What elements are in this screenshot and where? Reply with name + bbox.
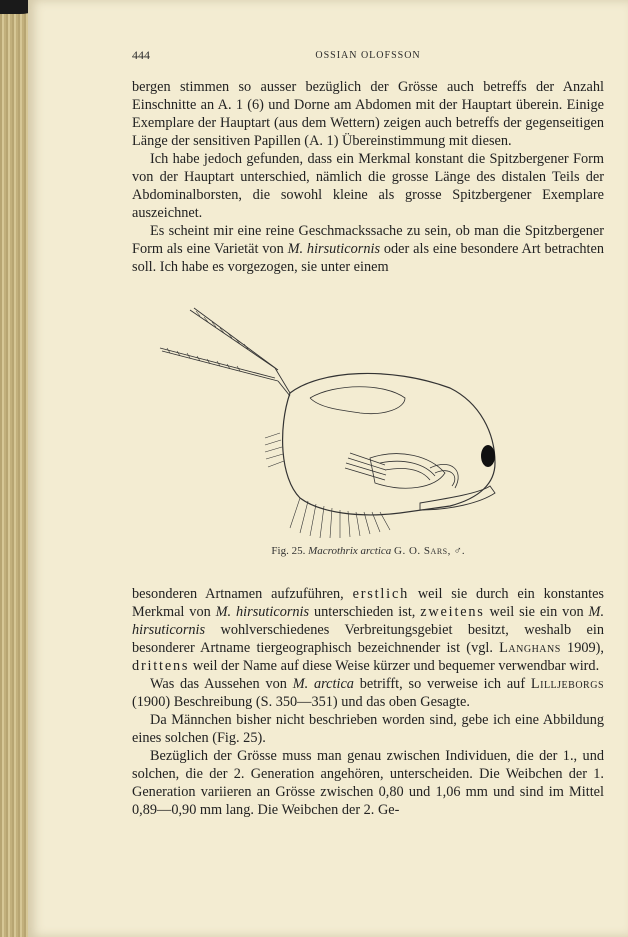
figure-macrothrix-arctica xyxy=(150,298,510,538)
p5-text: (1900) Beschreibung (S. 350—351) und das oben Gesagte. xyxy=(132,694,470,710)
compound-eye xyxy=(481,445,495,467)
author-lilljeborg: Lilljeborgs xyxy=(530,676,605,692)
p4-erstlich: erstlich xyxy=(352,586,410,602)
caption-sex-symbol: ♂. xyxy=(453,545,465,557)
p6-text: Da Männchen bisher nicht beschrieben worden sind, gebe ich eine Abbildung eines solchen (Fig. 25). xyxy=(132,712,604,746)
paragraph-7 xyxy=(132,747,604,819)
p4-text: unterschieden ist, xyxy=(309,604,421,620)
species-name: M. hirsuticornis xyxy=(132,604,605,638)
p4-text: weil sie durch ein konstantes Merkmal von xyxy=(132,586,604,620)
antenna-setae xyxy=(160,308,290,396)
running-title: OSSIAN OLOFSSON xyxy=(315,50,421,61)
p5-text: betrifft, so verweise ich auf xyxy=(353,676,531,692)
species-name: M. arctica xyxy=(292,676,354,692)
paragraph-2 xyxy=(132,150,604,222)
paragraph-5 xyxy=(132,675,604,711)
figure-caption xyxy=(132,545,604,557)
species-name: M. hirsuticornis xyxy=(287,241,381,257)
paragraph-3-text-b: oder als eine besondere Art betrachten soll. Ich habe es vorgezogen, sie unter einem xyxy=(132,241,604,275)
paragraph-1 xyxy=(132,78,604,150)
ventral-setae xyxy=(265,433,390,538)
paragraph-4 xyxy=(132,585,604,675)
caption-species: Macrothrix arctica xyxy=(308,545,392,557)
p4-zweitens: zweitens xyxy=(420,604,485,620)
p5-text: Was das Aussehen von xyxy=(150,676,293,692)
text-block-top xyxy=(132,78,604,276)
paragraph-1-text: bergen stimmen so ausser bezüglich der Grösse auch betreffs der Anzahl Einschnitte an A. 1 (6) und Dorne am Abdomen mit der Hauptart überein. Einige Exemplare der Hauptart (aus dem Wettern) zeigen auch betreffs der gegenseitigen Länge der sensitiven Papillen (A. 1) Übereinstimmung mit diesen. xyxy=(132,79,604,149)
caption-label: Fig. 25. xyxy=(271,545,306,557)
thoracic-legs xyxy=(345,453,458,488)
postabdomen xyxy=(420,486,495,510)
text-block-bottom xyxy=(132,585,604,819)
paragraph-6 xyxy=(132,711,604,747)
author-langhans: Langhans xyxy=(499,640,561,656)
page-number: 444 xyxy=(132,48,150,62)
paragraph-3 xyxy=(132,222,604,276)
p4-text: besonderen Artnamen aufzuführen, xyxy=(132,586,353,602)
p4-text: weil sie ein von xyxy=(484,604,589,620)
p7-text: Bezüglich der Grösse muss man genau zwischen Individuen, die der 1., und solchen, die der 2. Generation angehören, unterscheiden. Die Weibchen der 1. Generation variieren an Grösse zwischen 0,80 und 1,06 mm und sind im Mittel 0,89—0,90 mm lang. Die Weibchen der 2. Ge- xyxy=(132,748,604,818)
p4-text: wohlverschiedenes Verbreitungsgebiet besitzt, weshalb ein besonderer Artname tiergeographisch bezeichnender ist (vgl. xyxy=(132,622,604,656)
p4-drittens: drittens xyxy=(132,658,190,674)
species-name: M. hirsuticornis xyxy=(215,604,310,620)
paragraph-3-text-a: Es scheint mir eine reine Geschmackssache zu sein, ob man die Spitzbergener Form als eine Varietät von xyxy=(132,223,604,257)
paragraph-2-text: Ich habe jedoch gefunden, dass ein Merkmal konstant die Spitzbergener Form von der Hauptart unterschied, nämlich die grosse Länge des distalen Teils der Abdominalborsten, die sowohl kleine als grosse Spitzbergener Exemplare auszeichnet. xyxy=(132,151,604,221)
caption-author: G. O. Sars, xyxy=(394,545,451,557)
carapace-outline xyxy=(283,373,495,514)
book-page-edge xyxy=(0,0,28,937)
p4-text: weil der Name auf diese Weise kürzer und bequemer verwendbar wird. xyxy=(189,658,600,674)
p4-text: 1909), xyxy=(560,640,604,656)
